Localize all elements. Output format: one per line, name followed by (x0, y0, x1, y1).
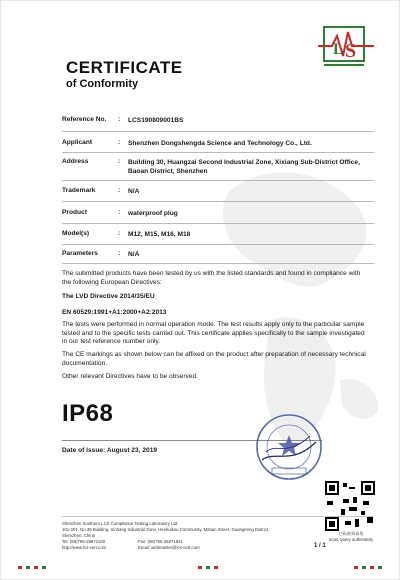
svg-text:L: L (333, 41, 344, 58)
divider (62, 263, 374, 264)
field-value: waterproof plug (128, 210, 178, 217)
field-colon: : (118, 187, 121, 194)
field-label: Applicant (62, 139, 93, 146)
field-value: LCS190809001BS (128, 117, 184, 124)
field-colon: : (118, 158, 121, 165)
certificate-title: CERTIFICATE (66, 58, 183, 77)
field-label: Reference No. (62, 116, 107, 123)
qr-caption-cn: 扫码查询真伪 (338, 531, 364, 536)
divider (62, 223, 374, 224)
footer-city: Shenzhen, China (62, 533, 95, 538)
field-colon: : (118, 139, 121, 146)
field-colon: : (118, 116, 121, 123)
lcs-logo-icon (318, 24, 374, 68)
field-label: Trademark (62, 187, 96, 194)
divider (62, 201, 374, 202)
field-colon: : (118, 209, 121, 216)
decorative-dot-strip (18, 566, 382, 570)
verification-qr-icon[interactable] (325, 481, 375, 531)
ip-rating: IP68 (62, 400, 114, 427)
field-colon: : (118, 250, 121, 257)
divider (62, 244, 374, 245)
footer-lab-name: Shenzhen Southern LCS Compliance Testing Laboratory Ltd. (62, 521, 179, 526)
footer-address: 101-201, No.39 Building, Xinhang Industrial Zone, Heshuikou Community, Matian Street, Guangming District, (62, 527, 270, 532)
tests-paragraph: The tests were performed in normal operation mode. The test results apply only to the particular sample tested and to the specific tests carried out. This certificate applies specifically to the sample investigated in our test reference number only. (62, 321, 365, 346)
compliance-paragraph: The submitted products have been tested by us with the listed standards and found in compliance with the following European Directives: (62, 270, 361, 286)
directive-line: The LVD Directive 2014/35/EU (62, 293, 155, 300)
page-number: 1 / 1 (314, 543, 326, 549)
ce-marking-paragraph: The CE markings as shown below can be affixed on the product after preparation of necessary technical documentation. (62, 351, 366, 367)
field-value: N/A (128, 251, 140, 258)
divider (62, 516, 374, 517)
official-seal-icon (252, 412, 326, 482)
field-value: Shenzhen Dongshengda Science and Technology Co., Ltd. (128, 140, 312, 147)
footer-fax: Fax: (86)755-28871521 (138, 539, 183, 544)
field-label: Product (62, 209, 87, 216)
field-label: Model(s) (62, 230, 90, 237)
divider (62, 152, 374, 153)
issue-date: Date of Issue: August 23, 2019 (62, 447, 158, 454)
divider (62, 131, 374, 132)
field-value: M12, M15, M16, M18 (128, 231, 191, 238)
field-label: Address (62, 158, 89, 165)
footer-tel: Tel: (86)755-28871520 (62, 539, 106, 544)
field-value: Building 30, Huangzai Second Industrial Zone, Xixiang Sub-District Office, Baoan District, Shenzhen (128, 159, 360, 175)
field-value: N/A (128, 188, 140, 195)
field-colon: : (118, 230, 121, 237)
standard-line: EN 60529:1991+A1:2000+A2:2013 (62, 309, 167, 316)
qr-caption-en: Scan,Query authenticity (328, 537, 374, 542)
field-label: Parameters (62, 250, 98, 257)
footer-website[interactable]: http://www.lcs-cert.com (62, 545, 107, 550)
certificate-subtitle: of Conformity (66, 78, 139, 90)
footer-email[interactable]: Email: webmaster@lcs-cert.com (138, 545, 200, 550)
other-directives-paragraph: Other relevant Directives have to be observed. (62, 373, 198, 380)
divider (62, 180, 374, 181)
svg-text:S: S (345, 40, 357, 62)
